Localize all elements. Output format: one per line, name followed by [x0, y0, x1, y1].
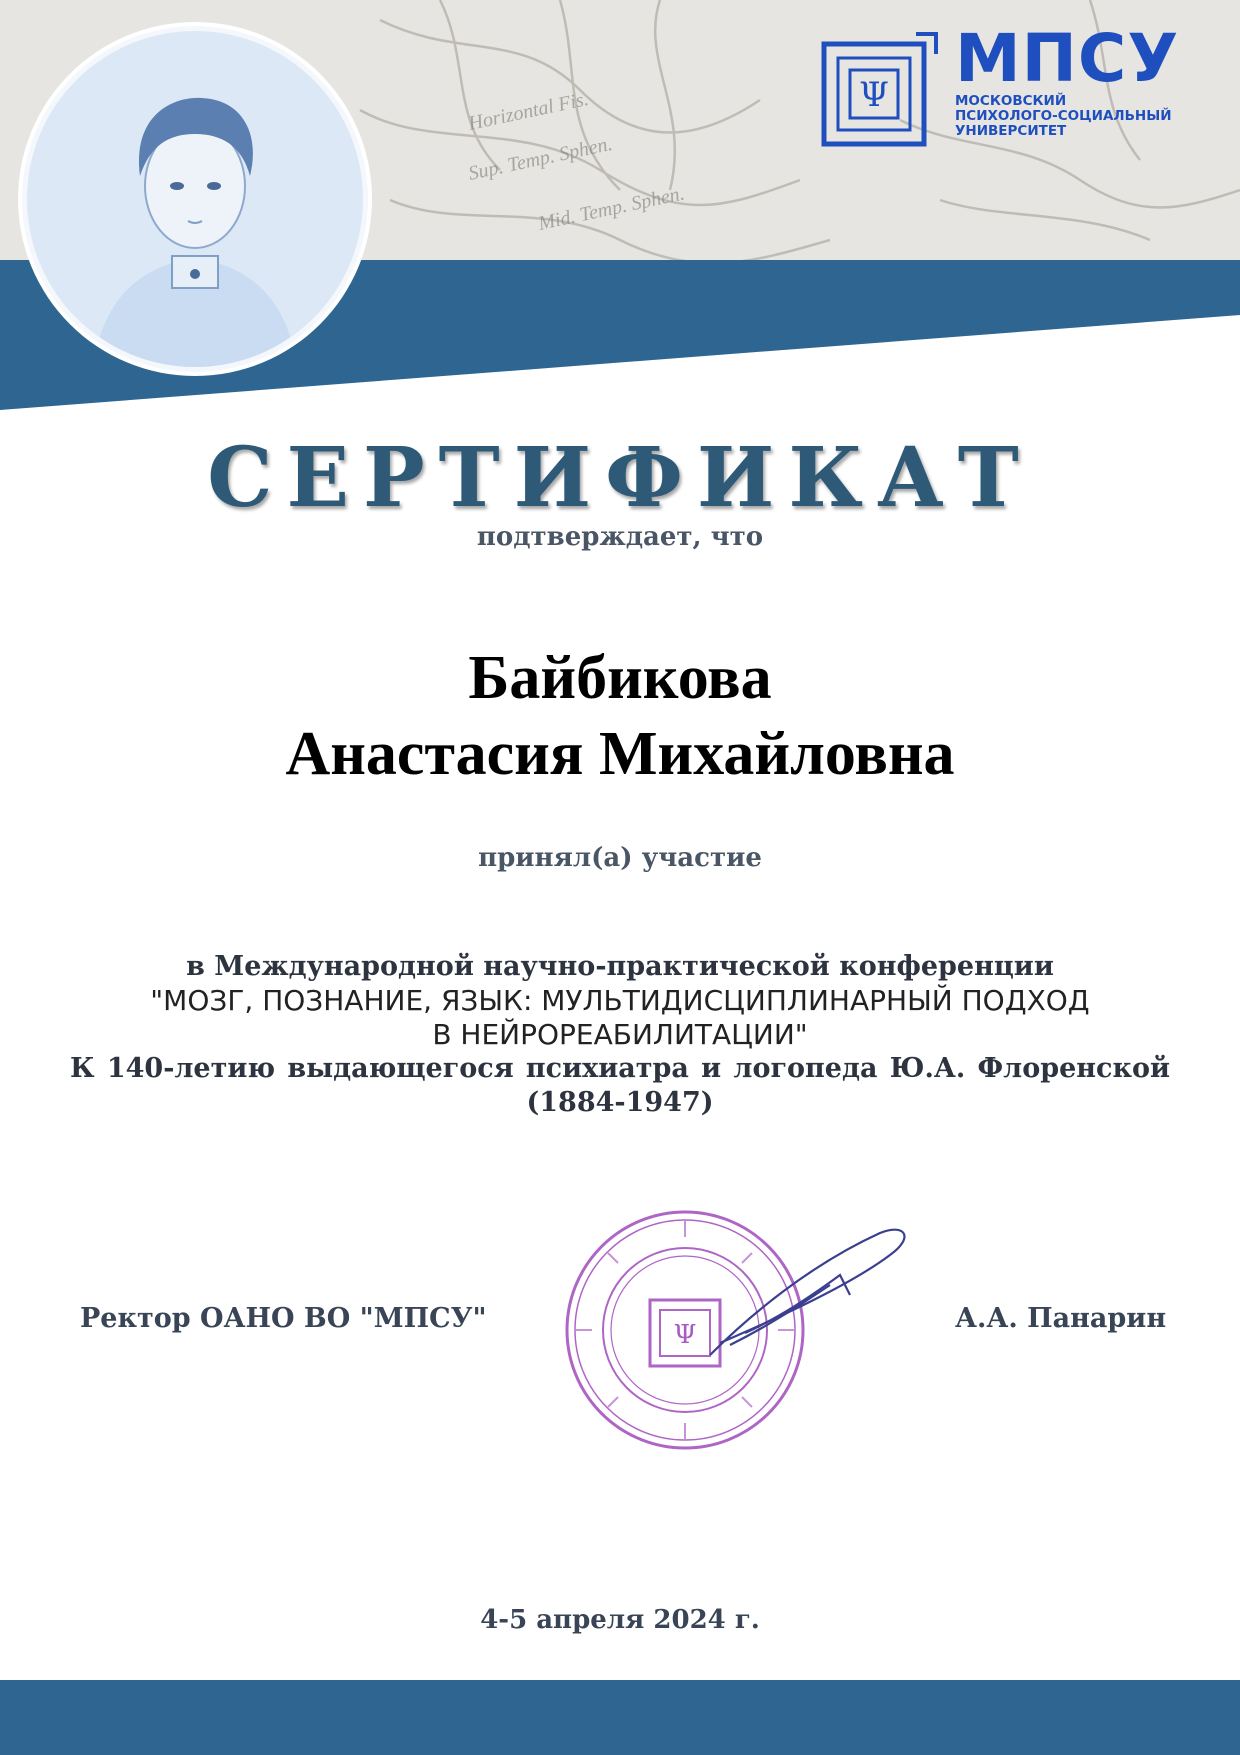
svg-text:Mid. Temp. Sphen.: Mid. Temp. Sphen. [536, 182, 687, 235]
conference-name-line-2: В НЕЙРОРЕАБИЛИТАЦИИ" [432, 1018, 808, 1051]
conference-intro: в Международной научно-практической конференции [186, 951, 1054, 982]
footer-band [0, 1680, 1240, 1755]
event-date: 4-5 апреля 2024 г. [480, 1605, 760, 1635]
portrait-photo [22, 26, 368, 372]
conference-dedication: К 140-летию выдающегося психиатра и логопеда Ю.А. Флоренской [70, 1053, 1170, 1084]
svg-text:Ψ: Ψ [859, 75, 889, 115]
conference-name-line-1: "МОЗГ, ПОЗНАНИЕ, ЯЗЫК: МУЛЬТИДИСЦИПЛИНАРНЫЙ ПОДХОД [150, 984, 1090, 1017]
conference-block [70, 950, 1170, 1120]
certificate-title: СЕРТИФИКАТ [207, 430, 1033, 526]
svg-text:Sup. Temp. Sphen.: Sup. Temp. Sphen. [466, 132, 615, 185]
logo-abbreviation: МПСУ [955, 20, 1180, 97]
logo-line-3: УНИВЕРСИТЕТ [955, 123, 1067, 139]
participated-text: принял(а) участие [478, 843, 762, 873]
university-logo [955, 20, 1235, 139]
svg-text:Horizontal Fis.: Horizontal Fis. [466, 87, 591, 135]
logo-line-2: ПСИХОЛОГО-СОЦИАЛЬНЫЙ [955, 108, 1172, 124]
psi-square-icon [820, 30, 940, 150]
recipient-name [0, 640, 1240, 792]
confirms-text: подтверждает, что [476, 522, 764, 552]
rector-signature [690, 1225, 920, 1375]
conference-years: (1884-1947) [526, 1087, 714, 1118]
rector-name: А.А. Панарин [955, 1303, 1167, 1334]
recipient-given-names: Анастасия Михайловна [285, 720, 955, 788]
rector-title: Ректор ОАНО ВО "МПСУ" [80, 1303, 487, 1334]
svg-text:Ψ: Ψ [673, 1320, 697, 1350]
recipient-surname: Байбикова [468, 644, 772, 712]
logo-line-1: МОСКОВСКИЙ [955, 93, 1067, 109]
